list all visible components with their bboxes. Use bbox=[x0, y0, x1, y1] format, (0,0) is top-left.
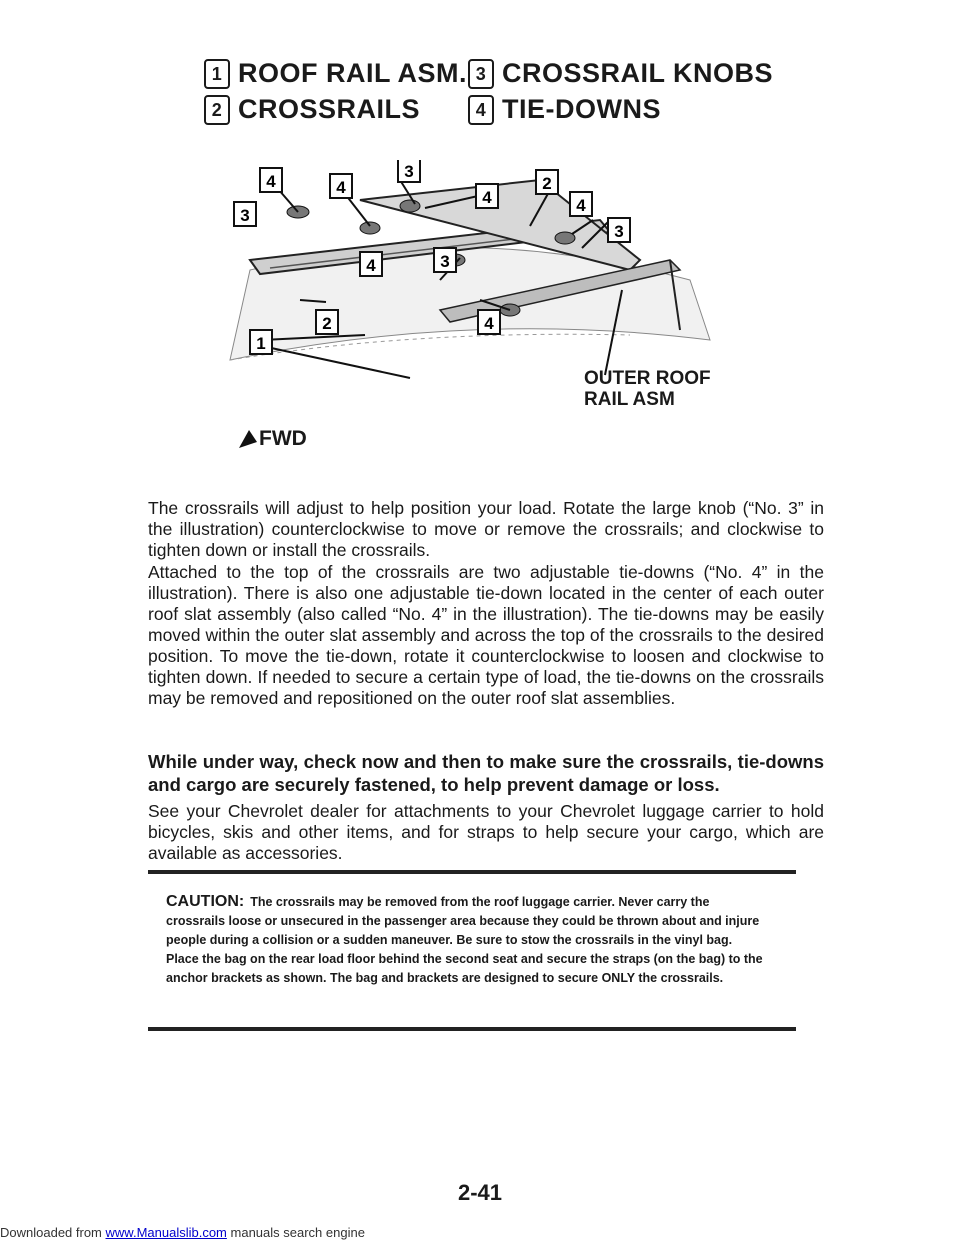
fwd-indicator bbox=[237, 427, 307, 451]
caution-label: CAUTION: bbox=[166, 893, 245, 910]
legend-number-1: 1 bbox=[204, 59, 230, 89]
divider-top bbox=[148, 870, 796, 874]
paragraph-crossrails-adjust: The crossrails will adjust to help position your load. Rotate the large knob (“No. 3” in the illustration) counterclockwise to move or remove the crossrails; and clockwise to tighten down or install the crossrails. bbox=[148, 498, 824, 560]
caution-text: The crossrails may be removed from the roof luggage carrier. Never carry the crossrails loose or unsecured in the passenger area because they could be thrown about and injure people during a collision or a sudden maneuver. Be sure to stow the crossrails in the vinyl bag. Place the bag on the rear load floor behind the second seat and secure the straps (on the bag) to the anchor brackets as shown. The bag and brackets are designed to secure ONLY the crossrails. bbox=[166, 895, 763, 985]
callout-number: 3 bbox=[440, 252, 450, 271]
fwd-arrow-icon bbox=[237, 428, 259, 450]
callout-number: 4 bbox=[266, 172, 276, 191]
callout-box bbox=[234, 202, 256, 226]
outer-label-line2: RAIL ASM bbox=[584, 389, 675, 410]
callout-box bbox=[316, 310, 338, 334]
caution-box bbox=[166, 892, 766, 988]
paragraph-safety-warning: While under way, check now and then to make sure the crossrails, tie-downs and cargo are securely fastened, to help prevent damage or loss. bbox=[148, 751, 824, 795]
outer-roof-rail-label bbox=[584, 368, 711, 410]
callout-box bbox=[536, 170, 558, 194]
callout-box bbox=[360, 252, 382, 276]
callout-box bbox=[478, 310, 500, 334]
outer-label-line1: OUTER ROOF bbox=[584, 368, 711, 389]
callout-number: 4 bbox=[366, 256, 376, 275]
callout-box bbox=[608, 218, 630, 242]
divider-bottom bbox=[148, 1027, 796, 1031]
legend-number-3: 3 bbox=[468, 59, 494, 89]
legend-item-2 bbox=[204, 94, 420, 125]
callout-number: 1 bbox=[256, 334, 266, 353]
callout-number: 2 bbox=[322, 314, 332, 333]
callout-box bbox=[434, 248, 456, 272]
legend-item-1 bbox=[204, 58, 467, 89]
legend-item-3 bbox=[468, 58, 773, 89]
legend-label-1: ROOF RAIL ASM. bbox=[238, 58, 467, 88]
callout-number: 3 bbox=[240, 206, 250, 225]
callout-number: 4 bbox=[576, 196, 586, 215]
callout-number: 3 bbox=[404, 162, 414, 181]
legend-label-3: CROSSRAIL KNOBS bbox=[502, 58, 774, 88]
legend-number-4: 4 bbox=[468, 95, 494, 125]
callout-box bbox=[398, 160, 420, 182]
legend-label-2: CROSSRAILS bbox=[238, 94, 421, 124]
callout-number: 4 bbox=[336, 178, 346, 197]
callout-number: 3 bbox=[614, 222, 624, 241]
legend-item-4 bbox=[468, 94, 661, 125]
callout-box bbox=[570, 192, 592, 216]
paragraph-tie-downs: Attached to the top of the crossrails are two adjustable tie-downs (“No. 4” in the illustration). There is also one adjustable tie-down located in the center of each outer roof slat assembly (also called “No. 4” in the illustration). The tie-downs may be easily moved within the outer slat assembly and across the top of the crossrails to the desired position. To move the tie-down, rotate it counterclockwise to loosen and clockwise to tighten down. If needed to secure a certain type of load, the tie-downs on the crossrails may be removed and repositioned on the outer roof slat assemblies. bbox=[148, 562, 824, 708]
paragraph-dealer-accessories: See your Chevrolet dealer for attachments to your Chevrolet luggage carrier to hold bicycles, skis and other items, and for straps to help secure your cargo, which are available as accessories. bbox=[148, 801, 824, 863]
legend-label-4: TIE-DOWNS bbox=[502, 94, 661, 124]
callout-box bbox=[330, 174, 352, 198]
callout-box bbox=[476, 184, 498, 208]
roof-rack-illustration bbox=[210, 160, 730, 460]
fwd-label: FWD bbox=[259, 427, 307, 450]
callout-number: 2 bbox=[542, 174, 552, 193]
manualslib-link[interactable]: www.Manualslib.com bbox=[105, 1225, 227, 1240]
callout-box bbox=[260, 168, 282, 192]
download-footer bbox=[0, 1225, 365, 1240]
callout-number: 4 bbox=[482, 188, 492, 207]
callout-number: 4 bbox=[484, 314, 494, 333]
legend-number-2: 2 bbox=[204, 95, 230, 125]
footer-suffix: manuals search engine bbox=[230, 1225, 365, 1240]
footer-prefix: Downloaded from bbox=[0, 1225, 102, 1240]
page-number: 2-41 bbox=[457, 1180, 503, 1205]
callout-box bbox=[250, 330, 272, 354]
